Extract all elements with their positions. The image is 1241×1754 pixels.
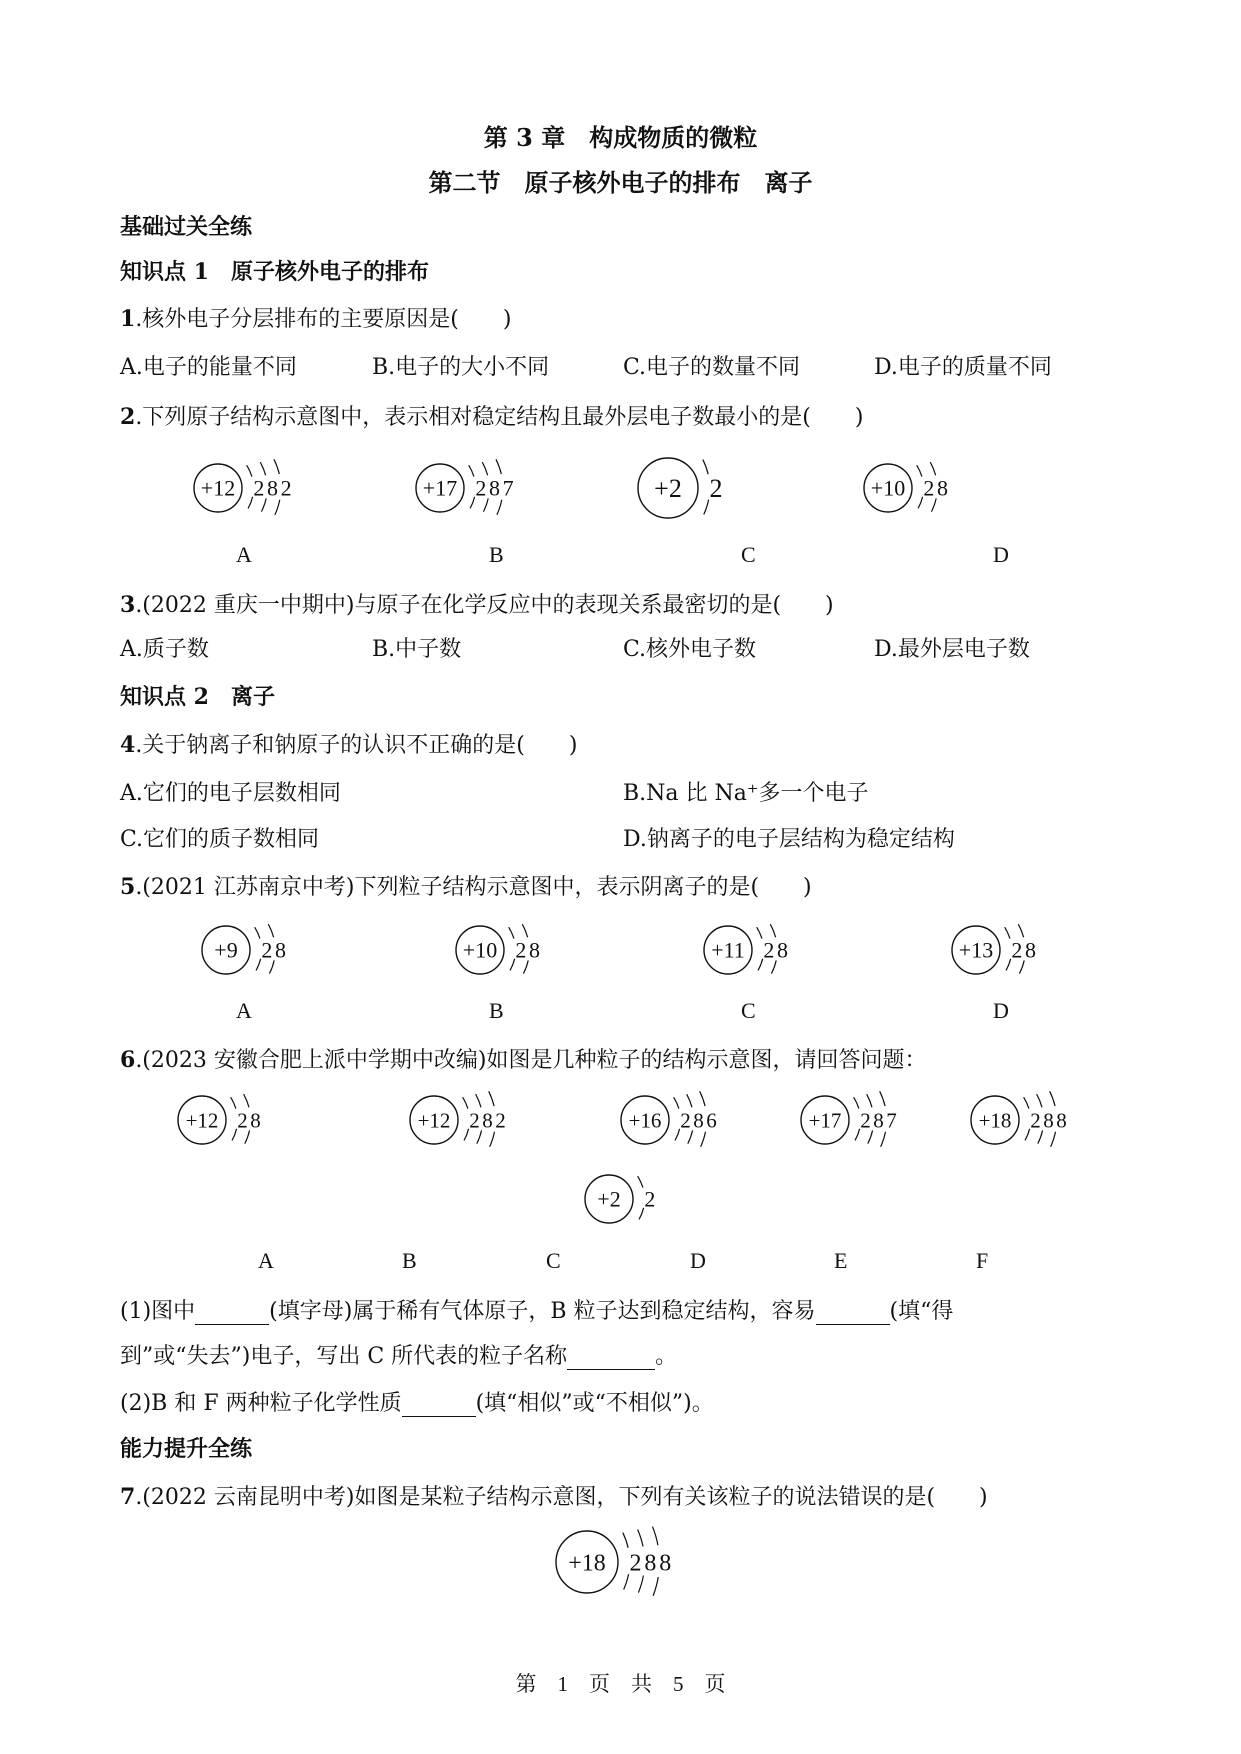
knowledge-point-2: 知识点 2 离子 <box>120 684 275 710</box>
question-7 <box>120 1480 988 1511</box>
electron-count: 8 <box>659 1550 672 1577</box>
q6-sub1-text-a: (1)图中 <box>120 1299 196 1324</box>
question-1 <box>120 302 511 333</box>
answer-blank-2[interactable] <box>816 1302 890 1325</box>
atom-structure-diagram <box>189 444 316 532</box>
question-6 <box>120 1043 926 1074</box>
electron-count: 2 <box>280 475 292 501</box>
nucleus-charge: +18 <box>568 1550 606 1577</box>
atom-structure-diagram <box>411 444 538 532</box>
q6-label-a: A <box>258 1248 274 1273</box>
electron-count: 2 <box>860 1108 871 1133</box>
question-number: 6 <box>120 1047 136 1073</box>
electron-count: 2 <box>253 475 265 501</box>
question-2 <box>120 400 863 431</box>
q6-sub2-line <box>120 1386 714 1417</box>
electron-count: 2 <box>261 937 273 963</box>
question-number: 4 <box>120 732 136 758</box>
question-number: 2 <box>120 404 136 430</box>
q5-label-c: C <box>741 998 756 1023</box>
nucleus-charge: +9 <box>214 937 238 963</box>
q4-option-c[interactable]: C.它们的质子数相同 <box>120 827 320 852</box>
question-number: 1 <box>120 306 136 332</box>
q6-sub2-text-b: (填“相似”或“不相似”)。 <box>475 1391 714 1416</box>
electron-count: 7 <box>502 475 514 501</box>
q3-option-c[interactable]: C.核外电子数 <box>623 637 757 662</box>
basic-practice-heading: 基础过关全练 <box>120 214 253 240</box>
atom-structure-diagram <box>173 1076 285 1164</box>
question-3 <box>120 588 834 619</box>
question-text: .(2021 江苏南京中考)下列粒子结构示意图中，表示阴离子的是( ) <box>135 875 812 900</box>
q2-label-c: C <box>741 542 756 567</box>
nucleus-charge: +2 <box>597 1186 621 1212</box>
electron-count: 8 <box>873 1108 884 1133</box>
q1-option-a[interactable]: A.电子的能量不同 <box>120 355 297 380</box>
question-text: .核外电子分层排布的主要原因是( ) <box>135 307 512 332</box>
q6-label-b: B <box>402 1248 417 1273</box>
electron-count: 8 <box>776 937 788 963</box>
atom-structure-diagram <box>947 906 1060 994</box>
electron-count: 8 <box>488 475 500 501</box>
question-text: .(2023 安徽合肥上派中学期中改编)如图是几种粒子的结构示意图，请回答问题： <box>135 1048 927 1073</box>
atom-structure-diagram <box>633 438 747 538</box>
q2-label-a: A <box>236 542 252 567</box>
answer-blank-4[interactable] <box>402 1394 476 1417</box>
electron-count: 2 <box>763 937 775 963</box>
q4-option-a[interactable]: A.它们的电子层数相同 <box>120 781 341 806</box>
q5-label-d: D <box>993 998 1009 1023</box>
question-5 <box>120 870 812 901</box>
q4-option-b[interactable]: B.Na 比 Na⁺多一个电子 <box>623 781 869 806</box>
nucleus-charge: +12 <box>185 1108 219 1133</box>
answer-blank-1[interactable] <box>195 1302 269 1325</box>
nucleus-charge: +17 <box>422 475 458 501</box>
electron-count: 8 <box>266 475 278 501</box>
nucleus-charge: +2 <box>654 474 682 504</box>
q5-label-a: A <box>236 998 252 1023</box>
atom-structure-diagram <box>197 906 310 994</box>
q5-label-b: B <box>489 998 504 1023</box>
electron-count: 8 <box>936 475 948 501</box>
electron-count: 2 <box>495 1108 506 1133</box>
q1-option-c[interactable]: C.电子的数量不同 <box>623 355 801 380</box>
q6-sub1-text-d: 到”或“失去”)电子，写出 C 所代表的粒子名称 <box>120 1344 568 1369</box>
electron-count: 2 <box>644 1186 656 1212</box>
atom-structure-diagram <box>966 1076 1091 1164</box>
electron-count: 8 <box>250 1108 261 1133</box>
q6-sub1-line2 <box>120 1339 677 1370</box>
electron-count: 2 <box>923 475 935 501</box>
nucleus-charge: +11 <box>711 937 745 963</box>
nucleus-charge: +16 <box>628 1108 662 1133</box>
nucleus-charge: +18 <box>978 1108 1012 1133</box>
electron-count: 2 <box>469 1108 480 1133</box>
nucleus-charge: +17 <box>808 1108 842 1133</box>
answer-blank-3[interactable] <box>567 1347 655 1370</box>
electron-count: 2 <box>1011 937 1023 963</box>
atom-structure-diagram <box>796 1076 921 1164</box>
q3-option-a[interactable]: A.质子数 <box>120 637 209 662</box>
question-text: .关于钠离子和钠原子的认识不正确的是( ) <box>135 733 578 758</box>
electron-count: 8 <box>482 1108 493 1133</box>
question-number: 3 <box>120 592 136 618</box>
q6-label-f: F <box>976 1248 989 1273</box>
atom-structure-diagram <box>616 1076 741 1164</box>
q6-sub1-text-c: (填“得 <box>889 1299 954 1324</box>
electron-count: 2 <box>680 1108 691 1133</box>
q2-label-d: D <box>993 542 1009 567</box>
electron-count: 6 <box>706 1108 717 1133</box>
ability-practice-heading: 能力提升全练 <box>120 1436 253 1462</box>
q3-option-d[interactable]: D.最外层电子数 <box>874 637 1030 662</box>
electron-count: 8 <box>1024 937 1036 963</box>
q6-sub1-text-e: 。 <box>655 1344 678 1369</box>
q6-label-d: D <box>690 1248 706 1273</box>
section-title: 第二节 原子核外电子的排布 离子 <box>428 168 813 197</box>
q6-sub2-text-a: (2)B 和 F 两种粒子化学性质 <box>120 1391 402 1416</box>
electron-count: 8 <box>644 1550 657 1577</box>
q6-sub1-line1 <box>120 1294 953 1325</box>
q6-sub1-text-b: (填字母)属于稀有气体原子，B 粒子达到稳定结构，容易 <box>269 1299 816 1324</box>
nucleus-charge: +12 <box>200 475 236 501</box>
chapter-title: 第 3 章 构成物质的微粒 <box>483 123 758 152</box>
electron-count: 2 <box>1030 1108 1041 1133</box>
q2-label-b: B <box>489 542 504 567</box>
electron-count: 8 <box>1043 1108 1054 1133</box>
question-text: .(2022 云南昆明中考)如图是某粒子结构示意图，下列有关该粒子的说法错误的是( ) <box>135 1485 988 1510</box>
atom-structure-diagram <box>451 906 564 994</box>
q4-option-d[interactable]: D.钠离子的电子层结构为稳定结构 <box>623 827 955 852</box>
electron-count: 2 <box>475 475 487 501</box>
electron-count: 2 <box>515 937 527 963</box>
electron-count: 8 <box>1056 1108 1067 1133</box>
question-4 <box>120 728 577 759</box>
q1-option-d[interactable]: D.电子的质量不同 <box>874 355 1052 380</box>
nucleus-charge: +12 <box>417 1108 451 1133</box>
atom-structure-diagram <box>580 1155 680 1243</box>
nucleus-charge: +10 <box>462 937 498 963</box>
electron-count: 8 <box>693 1108 704 1133</box>
question-text: .下列原子结构示意图中，表示相对稳定结构且最外层电子数最小的是( ) <box>135 405 864 430</box>
electron-count: 8 <box>528 937 540 963</box>
nucleus-charge: +13 <box>958 937 994 963</box>
q6-label-e: E <box>834 1248 848 1273</box>
atom-structure-diagram <box>405 1076 530 1164</box>
q1-option-b[interactable]: B.电子的大小不同 <box>372 355 550 380</box>
nucleus-charge: +10 <box>870 475 906 501</box>
electron-count: 8 <box>274 937 286 963</box>
electron-count: 2 <box>237 1108 248 1133</box>
atom-structure-diagram <box>859 444 972 532</box>
atom-structure-diagram <box>699 906 812 994</box>
q3-option-b[interactable]: B.中子数 <box>372 637 462 662</box>
q6-label-c: C <box>546 1248 561 1273</box>
page-footer: 第 1 页 共 5 页 <box>515 1672 726 1696</box>
question-number: 5 <box>120 874 136 900</box>
atom-structure-diagram <box>551 1511 696 1613</box>
electron-count: 2 <box>629 1550 642 1577</box>
question-number: 7 <box>120 1484 136 1510</box>
knowledge-point-1: 知识点 1 原子核外电子的排布 <box>120 259 429 285</box>
question-text: .(2022 重庆一中期中)与原子在化学反应中的表现关系最密切的是( ) <box>135 593 834 618</box>
electron-count: 7 <box>886 1108 897 1133</box>
electron-count: 2 <box>709 474 723 504</box>
